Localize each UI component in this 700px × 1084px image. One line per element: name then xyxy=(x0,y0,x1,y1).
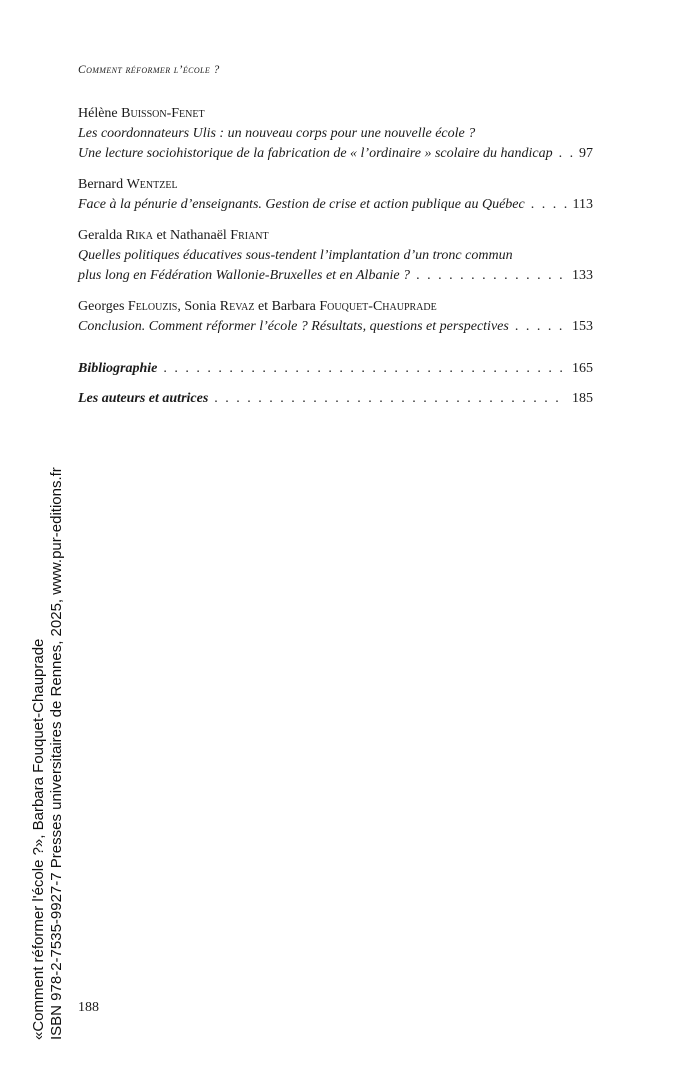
toc-entry-2 xyxy=(78,175,593,215)
side-note-line-1: «Comment réformer l'école ?», Barbara Fouquet-Chauprade xyxy=(30,638,47,1040)
back-matter xyxy=(78,359,593,409)
entry-title-line: Les coordonnateurs Ulis : un nouveau corps pour une nouvelle école ? xyxy=(78,126,476,141)
table-of-contents xyxy=(78,104,593,419)
copyright-side-note xyxy=(30,467,66,1040)
toc-authors-list[interactable]: Les auteurs et autrices . . . 185 xyxy=(78,389,593,409)
page-ref: 133 xyxy=(572,268,593,283)
entry-authors: Bernard Wentzel xyxy=(78,177,178,192)
entry-title-line: Quelles politiques éducatives sous-tendent l’implantation d’un tronc commun xyxy=(78,248,513,263)
dot-leader xyxy=(515,317,566,337)
entry-authors: Hélène Buisson-Fenet xyxy=(78,106,205,121)
dot-leader xyxy=(531,195,567,215)
page-ref: 165 xyxy=(572,361,593,376)
page-ref: 113 xyxy=(572,197,593,212)
entry-title-last-line[interactable]: plus long en Fédération Wallonie-Bruxelles et en Albanie ? . . . 133 xyxy=(78,266,593,286)
page-ref: 97 xyxy=(579,146,593,161)
page-ref: 153 xyxy=(572,319,593,334)
toc-bibliography[interactable]: Bibliographie . . . 165 xyxy=(78,359,593,379)
dot-leader xyxy=(559,144,573,164)
dot-leader xyxy=(214,389,566,409)
toc-entry-3 xyxy=(78,226,593,286)
dot-leader xyxy=(163,359,566,379)
entry-authors: Georges Felouzis, Sonia Revaz et Barbara Fouquet-Chauprade xyxy=(78,299,437,314)
entry-authors: Geralda Rika et Nathanaël Friant xyxy=(78,228,269,243)
dot-leader xyxy=(416,266,566,286)
side-note-line-2: ISBN 978-2-7535-9927-7 Presses universitaires de Rennes, 2025, www.pur-editions.fr xyxy=(48,467,65,1040)
page-ref: 185 xyxy=(572,391,593,406)
toc-entry-1 xyxy=(78,104,593,164)
toc-entry-4 xyxy=(78,297,593,337)
entry-title-last-line[interactable]: Conclusion. Comment réformer l’école ? Résultats, questions et perspectives . . . 153 xyxy=(78,317,593,337)
entry-title-last-line[interactable]: Une lecture sociohistorique de la fabrication de « l’ordinaire » scolaire du handicap . . . 97 xyxy=(78,144,593,164)
entry-title-last-line[interactable]: Face à la pénurie d’enseignants. Gestion de crise et action publique au Québec . . . 113 xyxy=(78,195,593,215)
running-head: Comment réformer l’école ? xyxy=(78,64,220,76)
page-number: 188 xyxy=(78,1000,99,1015)
